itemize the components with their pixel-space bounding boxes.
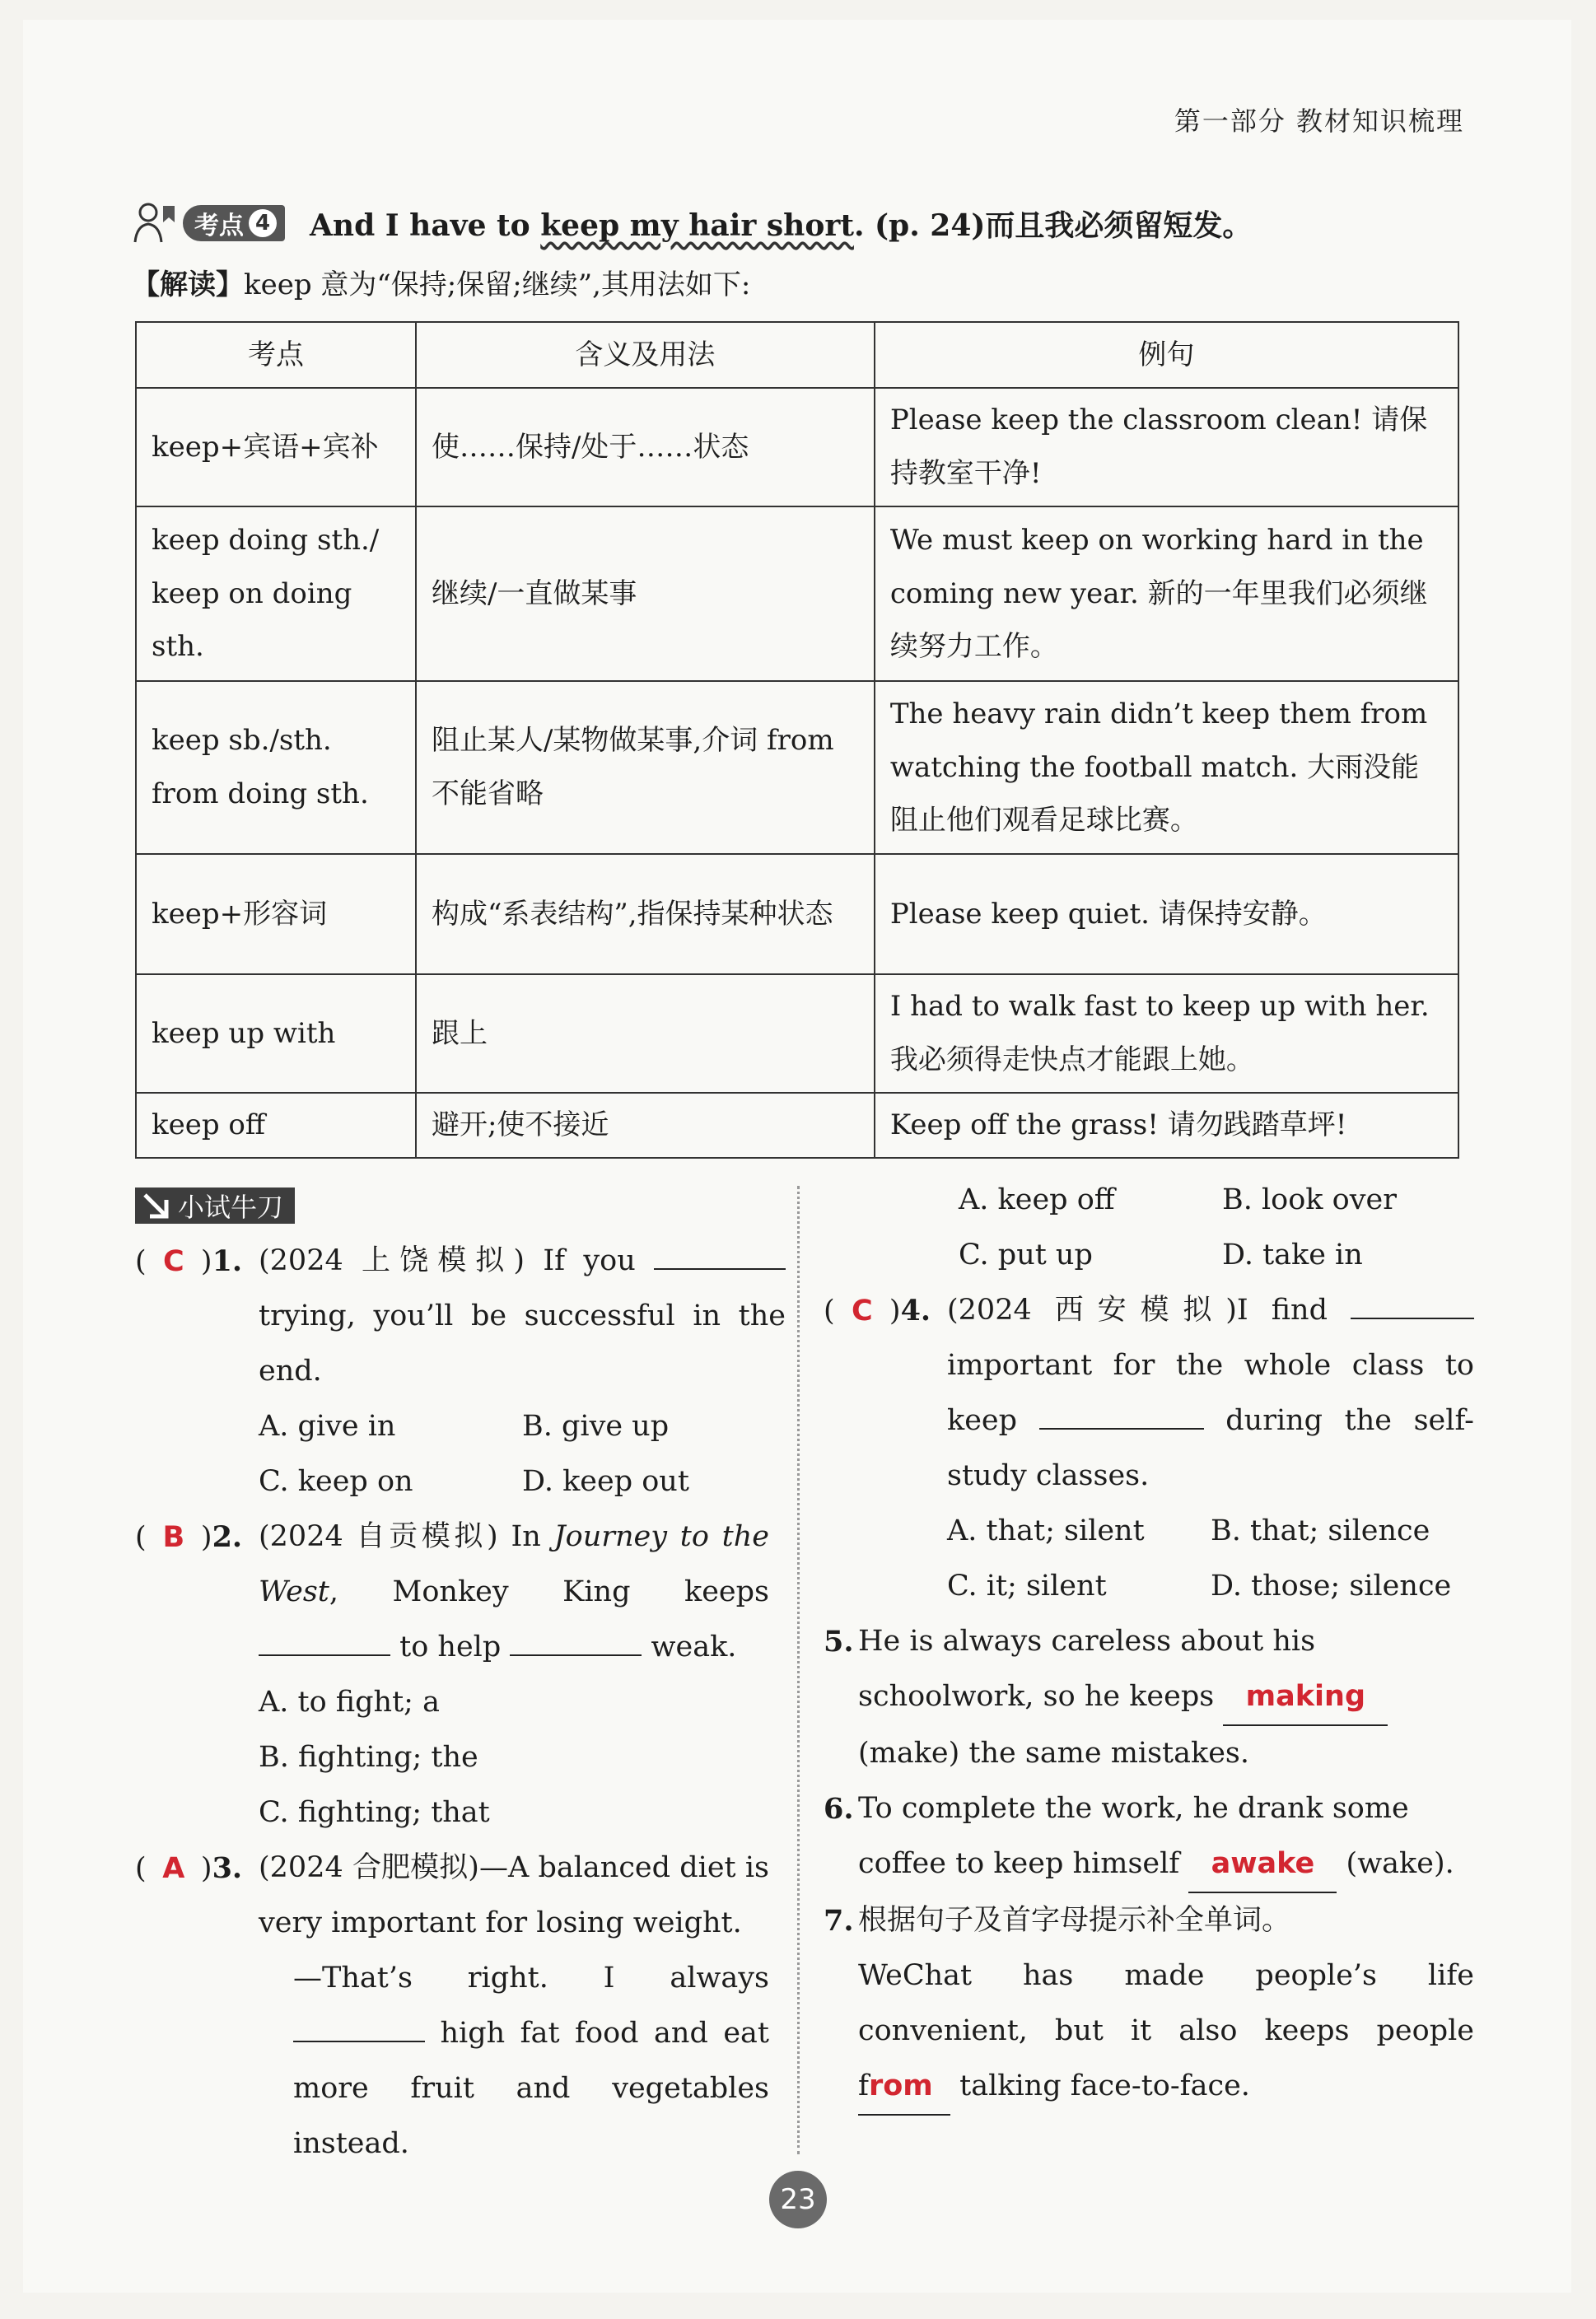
answer-blank[interactable] [654, 1235, 786, 1270]
stem-part: If you [543, 1244, 636, 1277]
answer-fill[interactable]: awake [1188, 1836, 1337, 1893]
table-cell-example: Keep off the grass! 请勿践踏草坪! [875, 1093, 1458, 1158]
answer-mark: C [851, 1295, 873, 1327]
question-5 [824, 1614, 1474, 1781]
table-cell-example: Please keep quiet. 请保持安静。 [875, 854, 1458, 974]
answer-bracket: ( A )3. [135, 1841, 259, 2172]
table-cell-point: keep+宾语+宾补 [136, 388, 416, 506]
option-c[interactable]: C. fighting; that [259, 1796, 490, 1829]
table-row [136, 388, 1458, 506]
table-cell-example: Please keep the classroom clean! 请保持教室干净! [875, 388, 1458, 506]
answer-bracket: ( C )4. [824, 1283, 947, 1614]
answer-blank[interactable] [1351, 1285, 1474, 1319]
stem-part: talking face-to-face. [959, 2069, 1250, 2102]
table-cell-example: I had to walk fast to keep up with her. 我必须得走快点才能跟上她。 [875, 974, 1458, 1093]
stem-part: I find [1236, 1294, 1328, 1327]
answer-blank[interactable] [510, 1621, 642, 1656]
option-b[interactable]: B. fighting; the [259, 1741, 478, 1774]
table-cell-point: keep+形容词 [136, 854, 416, 974]
arrow-down-right-icon [140, 1190, 173, 1221]
answer-bracket: ( B )2. [135, 1509, 259, 1841]
section-header: 第一部分 教材知识梳理 [1174, 105, 1464, 137]
question-number: 3. [212, 1851, 243, 1885]
practice-title [135, 1187, 295, 1224]
question-4 [824, 1283, 1474, 1614]
table-cell-point: keep sb./sth. from doing sth. [136, 681, 416, 854]
table-cell-usage: 跟上 [416, 974, 875, 1093]
question-source: (2024 上饶模拟) [259, 1244, 525, 1277]
table-cell-point: keep up with [136, 974, 416, 1093]
right-column [824, 1173, 1474, 2116]
key-point-number: 4 [249, 209, 277, 237]
option-c[interactable]: C. keep on [259, 1465, 413, 1498]
option-b[interactable]: B. that; silence [1211, 1514, 1430, 1547]
table-row [136, 506, 1458, 681]
question-3 [135, 1841, 769, 2172]
stem-part: important for the whole class to keep [947, 1349, 1474, 1437]
question-stem [858, 1614, 1474, 1781]
question-1 [135, 1234, 786, 1509]
answer-blank[interactable] [259, 1621, 390, 1656]
question-source: (2024 自贡模拟) [259, 1520, 498, 1553]
table-cell-usage: 阻止某人/某物做某事,介词 from 不能省略 [416, 681, 875, 854]
question-number: 2. [212, 1520, 243, 1554]
question-stem [259, 1234, 786, 1399]
table-header-row [136, 322, 1458, 388]
stem-part: , Monkey King keeps [329, 1575, 769, 1608]
table-row [136, 1093, 1458, 1158]
stem-part: —A balanced diet is very important for losing weight. [259, 1851, 769, 1939]
table-cell-point: keep off [136, 1093, 416, 1158]
table-cell-usage: 避开;使不接近 [416, 1093, 875, 1158]
question-6 [824, 1781, 1474, 1893]
table-cell-example: We must keep on working hard in the coming new year. 新的一年里我们必须继续努力工作。 [875, 506, 1458, 681]
table-row [136, 681, 1458, 854]
table-cell-point: keep doing sth./ keep on doing sth. [136, 506, 416, 681]
options [947, 1504, 1474, 1614]
teacher-icon [132, 201, 178, 245]
question-instruction: 根据句子及首字母提示补全单词。 [858, 1904, 1291, 1937]
key-point-badge-label: 考点 [194, 212, 244, 240]
stem-part: In [511, 1520, 554, 1553]
explanation-text: keep 意为“保持;保留;继续”,其用法如下: [244, 268, 751, 301]
question-2 [135, 1509, 769, 1841]
question-stem [947, 1283, 1474, 1504]
answer-prefix: f [858, 2069, 869, 2102]
key-point-heading [132, 199, 1252, 247]
answer-mark: A [162, 1852, 185, 1885]
stem-title: Journey to the West [259, 1520, 769, 1608]
answer-text: rom [868, 2069, 933, 2102]
column-divider [797, 1186, 800, 2154]
question-source: (2024 合肥模拟) [259, 1851, 479, 1884]
sentence-post: . (p. 24)而且我必须留短发。 [853, 208, 1253, 243]
stem-part: trying, you’ll be successful in the end. [259, 1299, 786, 1388]
option-c[interactable]: C. it; silent [947, 1570, 1107, 1603]
option-a[interactable]: A. to fight; a [259, 1686, 440, 1719]
answer-blank[interactable] [293, 2008, 425, 2042]
practice-title-label: 小试牛刀 [178, 1192, 284, 1223]
table-cell-usage: 继续/一直做某事 [416, 506, 875, 681]
explanation [132, 262, 750, 302]
options [259, 1399, 786, 1509]
answer-blank[interactable] [1039, 1395, 1204, 1430]
left-column [135, 1234, 786, 2172]
question-source: (2024 西安模拟) [947, 1294, 1237, 1327]
question-number: 6. [824, 1792, 854, 1826]
stem-part: during the self-study classes. [947, 1404, 1474, 1492]
answer-bracket: ( C )1. [135, 1234, 259, 1509]
question-stem [259, 1951, 769, 2172]
question-stem [858, 1781, 1474, 1893]
usage-table [135, 321, 1459, 1159]
stem-part: To complete the work, he drank some coffee to keep himself [858, 1792, 1409, 1880]
table-header: 含义及用法 [416, 322, 875, 388]
stem-part: —That’s right. I always [293, 1962, 769, 1995]
stem-part: high fat food and eat more fruit and vegetables instead. [293, 2017, 769, 2160]
table-cell-example: The heavy rain didn’t keep them from watching the football match. 大雨没能阻止他们观看足球比赛。 [875, 681, 1458, 854]
table-row [136, 974, 1458, 1093]
sentence-phrase: keep my hair short [540, 208, 854, 243]
answer-fill[interactable] [858, 2059, 950, 2116]
answer-mark: B [162, 1521, 185, 1554]
stem-part: (make) the same mistakes. [858, 1737, 1249, 1770]
options [259, 1675, 769, 1841]
option-b[interactable]: B. look over [1222, 1183, 1397, 1216]
option-d[interactable]: D. those; silence [1211, 1570, 1452, 1603]
stem-part: He is always careless about his schoolwork, so he keeps [858, 1625, 1316, 1713]
question-stem [259, 1841, 769, 1951]
page-number: 23 [769, 2171, 827, 2228]
option-a[interactable]: A. give in [259, 1410, 396, 1443]
key-point-sentence [310, 203, 1252, 245]
stem-part: to help [399, 1631, 502, 1663]
answer-fill[interactable]: making [1223, 1669, 1388, 1726]
option-b[interactable]: B. give up [522, 1410, 670, 1443]
key-point-badge [183, 205, 285, 241]
question-7 [824, 1893, 1474, 2116]
table-cell-usage: 构成“系表结构”,指保持某种状态 [416, 854, 875, 974]
option-c[interactable]: C. put up [959, 1239, 1093, 1271]
sentence-pre: And I have to [310, 208, 541, 243]
table-cell-usage: 使……保持/处于……状态 [416, 388, 875, 506]
table-row [136, 854, 1458, 974]
stem-part: weak. [651, 1631, 737, 1663]
question-number: 1. [212, 1244, 243, 1278]
question-3-options [959, 1173, 1474, 1283]
stem-part: WeChat has made people’s life convenient, but it also keeps people [858, 1959, 1474, 2047]
question-stem [259, 1509, 769, 1675]
table-header: 考点 [136, 322, 416, 388]
option-a[interactable]: A. keep off [959, 1183, 1115, 1216]
explanation-label: 【解读】 [132, 268, 244, 301]
question-stem [858, 1948, 1474, 2116]
answer-mark: C [162, 1245, 184, 1278]
question-number: 4. [900, 1294, 931, 1327]
stem-part: (wake). [1346, 1847, 1454, 1880]
question-number: 7. [824, 1904, 854, 1938]
table-header: 例句 [875, 322, 1458, 388]
option-d[interactable]: D. take in [1222, 1239, 1363, 1271]
option-a[interactable]: A. that; silent [947, 1514, 1145, 1547]
option-d[interactable]: D. keep out [522, 1465, 689, 1498]
question-number: 5. [824, 1625, 854, 1659]
